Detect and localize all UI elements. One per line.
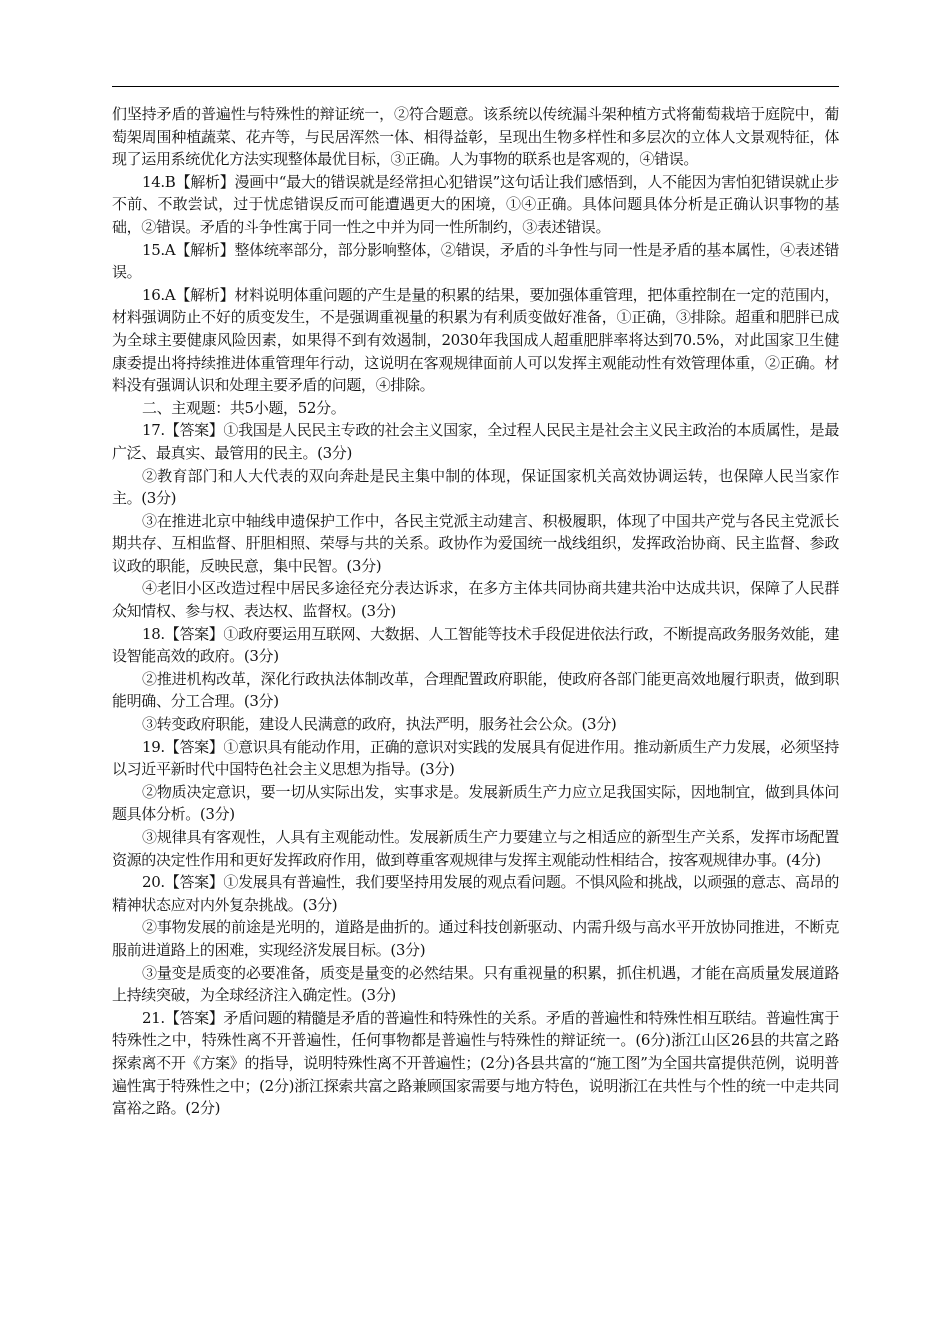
header-rule [112,86,839,87]
answer-18-point-2: ②推进机构改革，深化行政执法体制改革，合理配置政府职能，使政府各部门能更高效地履行职责，做到职能明确、分工合理。(3分) [112,669,839,711]
answer-18-point-1: 18.【答案】①政府要运用互联网、大数据、人工智能等技术手段促进依法行政，不断提高政务服务效能，建设智能高效的政府。(3分) [112,624,839,666]
answer-14: 14.B【解析】漫画中“最大的错误就是经常担心犯错误”这句话让我们感悟到，人不能因为害怕犯错误就止步不前、不敢尝试，过于忧虑错误反而可能遭遇更大的困境，①④正确。具体问题具体分析是正确认识事物的基础，②错误。矛盾的斗争性寓于同一性之中并为同一性所制约，③表述错误。 [112,172,839,236]
answer-20-point-2: ②事物发展的前途是光明的，道路是曲折的。通过科技创新驱动、内需升级与高水平开放协同推进，不断克服前进道路上的困难，实现经济发展目标。(3分) [112,918,839,959]
answer-15: 15.A【解析】整体统率部分，部分影响整体，②错误，矛盾的斗争性与同一性是矛盾的基本属性，④表述错误。 [112,240,839,282]
answer-20-point-3: ③量变是质变的必要准备，质变是量变的必然结果。只有重视量的积累，抓住机遇，才能在高质量发展道路上持续突破，为全球经济注入确定性。(3分) [112,963,839,1005]
answer-16: 16.A【解析】材料说明体重问题的产生是量的积累的结果，要加强体重管理，把体重控制在一定的范围内，材料强调防止不好的质变发生，不是强调重视量的积累为有利质变做好准备，①正确，③排除。超重和肥胖已成为全球主要健康风险因素，如果得不到有效遏制，2030年我国成人超重肥胖率将达到70.5%，对此国家卫生健康委提出将持续推进体重管理年行动，这说明在客观规律面前人可以发挥主观能动性有效管理体重，②正确。材料没有强调认识和处理主要矛盾的问题，④排除。 [112,285,839,395]
document-page [112,0,839,1344]
answer-20-point-1: 20.【答案】①发展具有普遍性，我们要坚持用发展的观点看问题。不惧风险和挑战，以顽强的意志、高昂的精神状态应对内外复杂挑战。(3分) [112,873,839,914]
paragraph-continuation: 们坚持矛盾的普遍性与特殊性的辩证统一，②符合题意。该系统以传统漏斗架种植方式将葡萄栽培于庭院中，葡萄架周围种植蔬菜、花卉等，与民居浑然一体、相得益彰，呈现出生物多样性和多层次的立体人文景观特征，体现了运用系统优化方法实现整体最优目标，③正确。人为事物的联系也是客观的，④错误。 [112,105,839,169]
answer-19-point-3: ③规律具有客观性，人具有主观能动性。发展新质生产力要建立与之相适应的新型生产关系，发挥市场配置资源的决定性作用和更好发挥政府作用，做到尊重客观规律与发挥主观能动性相结合，按客观规律办事。(4分) [112,828,839,869]
answer-17-point-4: ④老旧小区改造过程中居民多途径充分表达诉求，在多方主体共同协商共建共治中达成共识，保障了人民群众知情权、参与权、表达权、监督权。(3分) [112,579,839,621]
answer-18-point-3: ③转变政府职能，建设人民满意的政府，执法严明，服务社会公众。(3分) [142,715,617,734]
answer-17-point-3: ③在推进北京中轴线申遗保护工作中，各民主党派主动建言、积极履职，体现了中国共产党与各民主党派长期共存、互相监督、肝胆相照、荣辱与共的关系。政协作为爱国统一战线组织，发挥政治协商、民主监督、参政议政的职能，反映民意，集中民智。(3分) [112,511,839,575]
section-heading-subjective: 二、主观题：共5小题，52分。 [142,398,346,417]
answer-17-point-1: 17.【答案】①我国是人民民主专政的社会主义国家，全过程人民民主是社会主义民主政治的本质属性，是最广泛、最真实、最管用的民主。(3分) [112,421,839,462]
answer-17-point-2: ②教育部门和人大代表的双向奔赴是民主集中制的体现，保证国家机关高效协调运转，也保障人民当家作主。(3分) [112,466,839,508]
answer-text-body [112,103,839,1120]
answer-21: 21.【答案】矛盾问题的精髓是矛盾的普遍性和特殊性的关系。矛盾的普遍性和特殊性相互联结。普遍性寓于特殊性之中，特殊性离不开普遍性，任何事物都是普遍性与特殊性的辩证统一。(6分)浙江山区26县的共富之路探索离不开《方案》的指导，说明特殊性离不开普遍性；(2分)各县共富的“施工图”为全国共富提供范例，说明普遍性寓于特殊性之中；(2分)浙江探索共富之路兼顾国家需要与地方特色，说明浙江在共性与个性的统一中走共同富裕之路。(2分) [112,1008,839,1118]
answer-19-point-1: 19.【答案】①意识具有能动作用，正确的意识对实践的发展具有促进作用。推动新质生产力发展，必须坚持以习近平新时代中国特色社会主义思想为指导。(3分) [112,737,839,779]
answer-19-point-2: ②物质决定意识，要一切从实际出发，实事求是。发展新质生产力应立足我国实际，因地制宜，做到具体问题具体分析。(3分) [112,782,839,824]
